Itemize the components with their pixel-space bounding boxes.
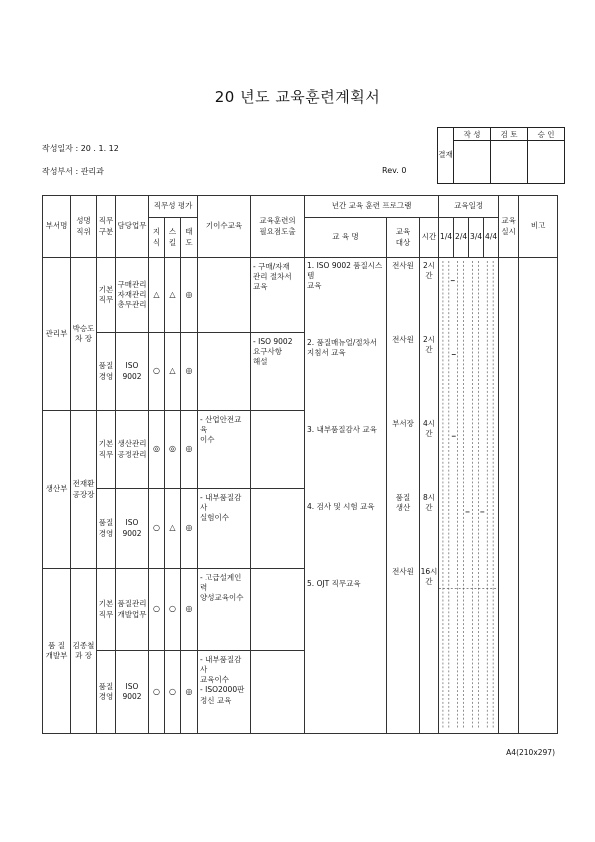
knowledge-mark: ○ [149, 333, 165, 411]
person-cell: 김종철 과 장 [71, 569, 97, 734]
knowledge-mark: ○ [149, 651, 165, 734]
header-position: 성명 직위 [71, 196, 97, 258]
attitude-mark: ◎ [181, 651, 198, 734]
time-item: 8시간 [423, 493, 436, 513]
course-item: 2. 품질매뉴얼/절차서 지침서 교육 [307, 338, 378, 358]
revision-label: Rev. 0 [382, 166, 407, 175]
time-item: 2시간 [423, 261, 436, 281]
header-q1: 1/4 [439, 218, 454, 258]
task-cell: 품질관리 개발업무 [116, 569, 149, 651]
training-plan-table [42, 195, 558, 734]
need-cell [251, 651, 305, 734]
header-q2: 2/4 [454, 218, 469, 258]
prior-training-cell: - 고급설계인력 양성교육이수 [198, 569, 251, 651]
target-item: 전사원 [392, 335, 414, 344]
attitude-mark: ◎ [181, 489, 198, 569]
prior-training-cell: - 내부품질감사 교육이수 - ISO2000판 정신 교육 [198, 651, 251, 734]
course-item: 3. 내부품질감사 교육 [307, 425, 377, 434]
need-cell: - 구매/자재 관리 절차서 교육 [251, 258, 305, 333]
person-cell: 박승도 차 장 [71, 258, 97, 411]
task-cell: ISO 9002 [116, 333, 149, 411]
knowledge-mark: ◎ [149, 411, 165, 489]
need-cell [251, 569, 305, 651]
sign-box-reviewer[interactable] [491, 141, 528, 184]
header-need: 교육훈련의 필요점도출 [251, 196, 305, 258]
schedule-marks [439, 261, 498, 729]
sign-box-writer[interactable] [454, 141, 491, 184]
skill-mark: ○ [165, 569, 181, 651]
dept-cell: 생산부 [43, 411, 71, 569]
done-column [499, 258, 519, 734]
approval-reviewer: 검 토 [491, 128, 528, 141]
header-program: 년간 교육 훈련 프로그램 [305, 196, 439, 218]
approval-writer: 작 성 [454, 128, 491, 141]
header-attitude: 태도 [181, 218, 198, 258]
attitude-mark: ◎ [181, 333, 198, 411]
paper-size-label: A4(210x297) [506, 748, 555, 757]
target-item: 품질 생산 [395, 493, 411, 513]
need-cell: - ISO 9002 요구사항 해설 [251, 333, 305, 411]
duty-category-cell: 품질 경영 [97, 489, 116, 569]
header-q3: 3/4 [469, 218, 484, 258]
target-item: 전사원 [392, 261, 414, 270]
attitude-mark: ◎ [181, 569, 198, 651]
header-q4: 4/4 [484, 218, 499, 258]
duty-category-cell: 기본 직무 [97, 569, 116, 651]
note-column [519, 258, 558, 734]
prior-training-cell [198, 333, 251, 411]
schedule-grid [439, 258, 499, 734]
approval-box [437, 127, 565, 184]
course-item: 4. 검사 및 시험 교육 [307, 502, 375, 511]
time-item: 2시간 [423, 335, 436, 355]
header-done: 교육 실시 [499, 196, 519, 258]
header-schedule: 교육일정 [439, 196, 499, 218]
date-label: 작성일자 : 20 . 1. 12 [42, 144, 119, 153]
header-course: 교 육 명 [305, 218, 387, 258]
prior-training-cell: - 내부품질감사 실험이수 [198, 489, 251, 569]
header-target: 교육 대상 [387, 218, 420, 258]
header-knowledge: 지식 [149, 218, 165, 258]
prior-training-cell [198, 258, 251, 333]
header-task: 담당업무 [116, 196, 149, 258]
time-item: 16시간 [420, 567, 438, 587]
skill-mark: ○ [165, 651, 181, 734]
approval-approver: 승 인 [528, 128, 565, 141]
course-item: 5. OJT 직무교육 [307, 579, 361, 588]
attitude-mark: ◎ [181, 411, 198, 489]
course-list [305, 258, 387, 734]
prior-training-cell: - 산업안전교육 이수 [198, 411, 251, 489]
need-cell [251, 489, 305, 569]
dept-cell: 관리부 [43, 258, 71, 411]
course-item: 1. ISO 9002 품질시스템 교육 [307, 261, 383, 291]
dept-label: 작성부서 : 관리과 [42, 167, 104, 176]
knowledge-mark: △ [149, 258, 165, 333]
header-note: 비고 [519, 196, 558, 258]
document-title: 20 년도 교육훈련계획서 [214, 88, 381, 106]
sign-box-approver[interactable] [528, 141, 565, 184]
person-cell: 전재환 공장장 [71, 411, 97, 569]
target-item: 전사원 [392, 567, 414, 576]
header-dept: 부서명 [43, 196, 71, 258]
header-duty-category: 직무 구분 [97, 196, 116, 258]
dept-cell: 품 질 개발부 [43, 569, 71, 734]
skill-mark: ◎ [165, 411, 181, 489]
knowledge-mark: ○ [149, 569, 165, 651]
skill-mark: △ [165, 333, 181, 411]
duty-category-cell: 품질 경영 [97, 651, 116, 734]
target-item: 부서장 [392, 419, 414, 428]
task-cell: 생산관리 공정관리 [116, 411, 149, 489]
duty-category-cell: 품질 경영 [97, 333, 116, 411]
header-eval: 직무성 평가 [149, 196, 198, 218]
need-cell [251, 411, 305, 489]
task-cell: 구매관리 자재관리 총무관리 [116, 258, 149, 333]
time-item: 4시간 [423, 419, 436, 439]
target-list [387, 258, 420, 734]
task-cell: ISO 9002 [116, 489, 149, 569]
skill-mark: △ [165, 489, 181, 569]
knowledge-mark: ○ [149, 489, 165, 569]
duty-category-cell: 기본 직무 [97, 411, 116, 489]
task-cell: ISO 9002 [116, 651, 149, 734]
header-skill: 스킬 [165, 218, 181, 258]
approval-side-label: 결재 [438, 128, 454, 184]
duty-category-cell: 기본 직무 [97, 258, 116, 333]
header-prior-training: 기이수교육 [198, 196, 251, 258]
skill-mark: △ [165, 258, 181, 333]
attitude-mark: ◎ [181, 258, 198, 333]
time-list [420, 258, 439, 734]
header-time: 시간 [420, 218, 439, 258]
